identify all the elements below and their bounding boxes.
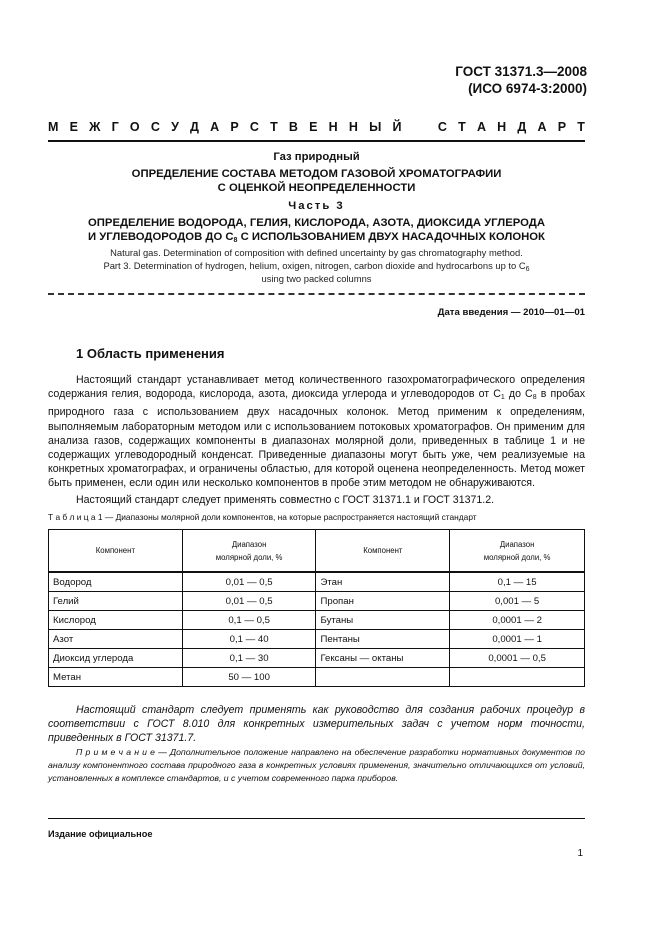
section-body	[48, 373, 585, 507]
banner-letter: Н	[348, 120, 358, 134]
page-number: 1	[577, 848, 583, 859]
banner-letter: Г	[111, 120, 119, 134]
edition-label: Издание официальное	[48, 829, 153, 839]
table-row	[49, 592, 585, 611]
banner-letter: Д	[517, 120, 527, 134]
note-label: П р и м е ч а н и е	[76, 747, 155, 757]
subscript-c1: 1	[500, 394, 505, 402]
range-cell: 0,1 — 40	[182, 630, 316, 649]
banner-letter: А	[476, 120, 486, 134]
italic-paragraph	[48, 703, 585, 745]
range-cell: 0,0001 — 0,5	[450, 649, 585, 668]
banner-letter: Ж	[89, 120, 101, 134]
banner-letter: Е	[69, 120, 78, 134]
gost-number: ГОСТ 31371.3—2008	[455, 64, 587, 79]
banner-letter: М	[48, 120, 59, 134]
component-cell: Бутаны	[316, 611, 450, 630]
footer-rule	[48, 818, 585, 819]
banner-letter: С	[437, 120, 447, 134]
dashed-rule	[48, 293, 585, 295]
header-range-line2: молярной доли, %	[215, 552, 283, 562]
range-cell: 0,0001 — 2	[450, 611, 585, 630]
banner-letter: Е	[309, 120, 318, 134]
banner-letter: Т	[270, 120, 278, 134]
header-range-line2: молярной доли, %	[483, 552, 551, 562]
component-cell: Водород	[49, 572, 183, 592]
range-cell: 0,01 — 0,5	[182, 592, 316, 611]
italic-paragraph-text: Настоящий стандарт следует применять как руководство для создания рабочих процедур в соответствии с ГОСТ 8.010 для конкретных измерительных задач с учетом норм точности, приведенных в ГОСТ 31371.7.	[48, 704, 585, 744]
component-cell: Кислород	[49, 611, 183, 630]
paragraph-scope-a: Настоящий стандарт устанавливает метод количественного газохроматографического определения содержания гелия, водорода, кислорода, азота, диоксида углерода и углеводородов от С	[48, 374, 585, 401]
paragraph-scope-b: до С	[504, 388, 533, 401]
banner-letter: Д	[190, 120, 199, 134]
part-title-subscript: 8	[233, 237, 238, 244]
part-title-line2-a: И УГЛЕВОДОРОДОВ ДО С	[88, 231, 234, 243]
range-cell: 50 — 100	[182, 668, 316, 687]
paragraph-scope-c: в пробах природного газа с использованием двух насадочных колонок. Метод применим к определениям, выполняемым лабораторным методом или с использованием потоковых хроматографов. Он применим для анализа газов, содержащих компоненты в диапазонах молярной доли, приведенных в таблице 1 и не содержащих углеводородный конденсат. Приведенные диапазоны могут быть уже, чем реализуемые на конкретных хроматографах, и ограничены областью, для которой оценена неопределенность. Метод может быть применен, если один или несколько компонентов в пробе этим методом не обнаруживаются.	[48, 388, 585, 490]
table-row	[49, 611, 585, 630]
paragraph-related-standards: Настоящий стандарт следует применять совместно с ГОСТ 31371.1 и ГОСТ 31371.2.	[76, 493, 495, 506]
banner-letter: Ы	[369, 120, 382, 134]
range-cell: 0,001 — 5	[450, 592, 585, 611]
banner-letter: С	[249, 120, 259, 134]
component-cell: Гелий	[49, 592, 183, 611]
header-range-line1: Диапазон	[499, 539, 535, 549]
main-title-line2: С ОЦЕНКОЙ НЕОПРЕДЕЛЕННОСТИ	[217, 182, 416, 194]
top-rule	[48, 140, 585, 142]
part-title-line2-b: С ИСПОЛЬЗОВАНИЕМ ДВУХ НАСАДОЧНЫХ КОЛОНОК	[237, 231, 545, 243]
subject-title: Газ природный	[273, 151, 360, 163]
banner-letter: Р	[557, 120, 567, 134]
table-row	[49, 668, 585, 687]
banner-letter: В	[288, 120, 298, 134]
banner-letter: А	[537, 120, 547, 134]
banner-letter: Н	[328, 120, 338, 134]
paragraph-scope	[48, 373, 585, 491]
banner-letter: Н	[497, 120, 507, 134]
note-text	[48, 746, 585, 785]
table-row	[49, 572, 585, 592]
effective-date: Дата введения — 2010—01—01	[437, 307, 585, 318]
header-range-line1: Диапазон	[231, 539, 267, 549]
english-title-line3: using two packed columns	[261, 273, 372, 284]
subscript-c8: 8	[532, 394, 537, 402]
component-cell: Этан	[316, 572, 450, 592]
range-cell: 0,1 — 30	[182, 649, 316, 668]
banner-letter: Й	[392, 120, 402, 134]
english-title-line2-a: Part 3. Determination of hydrogen, helium, oxigen, nitrogen, carbon dioxide and hydrocarbons up to C	[103, 260, 526, 271]
banner-letter: Р	[230, 120, 239, 134]
range-cell: 0,1 — 0,5	[182, 611, 316, 630]
note-body: — Дополнительное положение направлено на обеспечение разработки нормативных документов по анализу компонентного состава природного газа в конкретных условиях применения, значительно отличающихся от условий, установленных в комплексе стандартов, и с учетом современного парка приборов.	[48, 747, 585, 783]
iso-number: (ИСО 6974-3:2000)	[468, 81, 587, 96]
component-cell: Пропан	[316, 592, 450, 611]
range-cell	[450, 668, 585, 687]
header-range-left	[182, 530, 316, 573]
interstate-standard-banner	[48, 120, 585, 134]
table-row	[49, 630, 585, 649]
component-cell: Гексаны — октаны	[316, 649, 450, 668]
table-row	[49, 649, 585, 668]
banner-letter: А	[210, 120, 220, 134]
header-range-right	[450, 530, 585, 573]
banner-letter: У	[171, 120, 179, 134]
banner-letter: С	[150, 120, 160, 134]
banner-letter: Т	[458, 120, 466, 134]
part-label: Часть 3	[288, 200, 345, 212]
banner-letter: Т	[577, 120, 585, 134]
range-cell: 0,01 — 0,5	[182, 572, 316, 592]
section-heading: 1 Область применения	[76, 346, 225, 361]
range-cell: 0,1 — 15	[450, 572, 585, 592]
table-header-row	[49, 530, 585, 573]
component-cell: Диоксид углерода	[49, 649, 183, 668]
header-component-left: Компонент	[49, 530, 183, 573]
banner-letter	[413, 120, 427, 134]
table-caption: Т а б л и ц а 1 — Диапазоны молярной доли компонентов, на которые распространяется настоящий стандарт	[48, 512, 477, 522]
note	[48, 746, 585, 785]
banner-letter: О	[129, 120, 140, 134]
component-cell: Пентаны	[316, 630, 450, 649]
english-title-line1: Natural gas. Determination of composition with defined uncertainty by gas chromatography method.	[110, 247, 523, 258]
part-title-line1: ОПРЕДЕЛЕНИЕ ВОДОРОДА, ГЕЛИЯ, КИСЛОРОДА, АЗОТА, ДИОКСИДА УГЛЕРОДА	[88, 217, 545, 229]
english-title-subscript: 6	[525, 266, 530, 273]
range-cell: 0,0001 — 1	[450, 630, 585, 649]
ranges-table	[48, 529, 585, 687]
component-cell: Азот	[49, 630, 183, 649]
component-cell	[316, 668, 450, 687]
component-cell: Метан	[49, 668, 183, 687]
main-title-line1: ОПРЕДЕЛЕНИЕ СОСТАВА МЕТОДОМ ГАЗОВОЙ ХРОМАТОГРАФИИ	[131, 168, 502, 180]
header-component-right: Компонент	[316, 530, 450, 573]
